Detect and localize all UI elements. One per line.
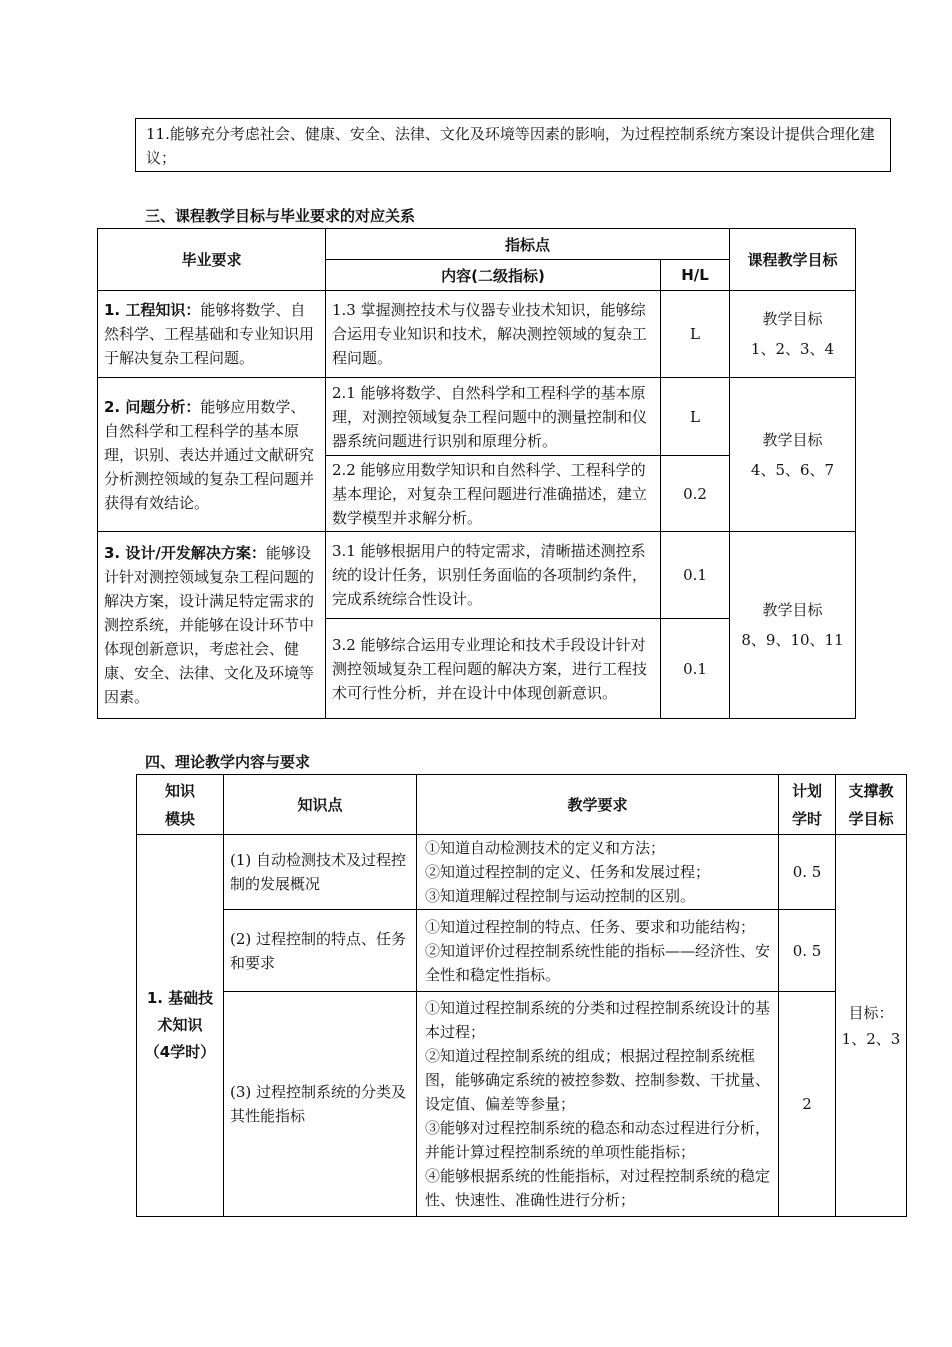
requirement-cell bbox=[98, 291, 326, 378]
header-goal bbox=[836, 775, 907, 835]
module-line3: （4学时） bbox=[144, 1043, 216, 1061]
header-module-line2: 模块 bbox=[164, 809, 195, 828]
requirement-line: ②知道过程控制的定义、任务和发展过程； bbox=[425, 863, 711, 881]
mapping-table bbox=[97, 228, 856, 719]
requirement-title: 1. 工程知识： bbox=[104, 301, 201, 319]
header-module bbox=[137, 775, 224, 835]
goal-line2: 1、2、3 bbox=[841, 1029, 901, 1048]
indicator-hl: 0.2 bbox=[661, 456, 730, 532]
requirement-cell bbox=[98, 378, 326, 532]
indicator-content: 1.3 掌握测控技术与仪器专业技术知识，能够综合运用专业知识和技术，解决测控领域的复杂工程问题。 bbox=[326, 291, 661, 378]
header-goal: 课程教学目标 bbox=[730, 229, 856, 291]
requirement-text: 能够将数学、自然科学、工程基础和专业知识用于解决复杂工程问题。 bbox=[104, 301, 315, 367]
table-row bbox=[98, 291, 856, 378]
goal-cell bbox=[730, 532, 856, 719]
requirement-line: ④能够根据系统的性能指标，对过程控制系统的稳定性、快速性、准确性进行分析； bbox=[425, 1167, 771, 1209]
table-row bbox=[98, 378, 856, 456]
requirement-line: ①知道自动检测技术的定义和方法； bbox=[425, 839, 666, 857]
goal-cell bbox=[730, 378, 856, 532]
goal-cell bbox=[730, 291, 856, 378]
knowledge-point: (3) 过程控制系统的分类及其性能指标 bbox=[224, 992, 417, 1217]
requirement-line: ③知道理解过程控制与运动控制的区别。 bbox=[425, 887, 696, 905]
goal-items: 4、5、6、7 bbox=[750, 460, 835, 479]
header-hl: H/L bbox=[661, 260, 730, 291]
module-cell bbox=[137, 835, 224, 1217]
indicator-content: 3.2 能够综合运用专业理论和技术手段设计针对测控领域复杂工程问题的解决方案，进行工程技术可行性分析，并在设计中体现创新意识。 bbox=[326, 619, 661, 719]
goal-label: 教学目标 bbox=[762, 601, 823, 619]
goal-line1: 目标： bbox=[848, 1003, 894, 1022]
requirement-line: ①知道过程控制的特点、任务、要求和功能结构； bbox=[425, 917, 756, 936]
planned-hours: 0. 5 bbox=[779, 835, 836, 910]
requirement-line: ③能够对过程控制系统的稳态和动态过程进行分析，并能计算过程控制系统的单项性能指标； bbox=[425, 1119, 771, 1161]
module-line1: 1. 基础技 bbox=[146, 989, 214, 1007]
table-row bbox=[137, 910, 907, 992]
requirement-line: ②知道过程控制系统的组成；根据过程控制系统框图，能够确定系统的被控参数、控制参数、干扰量、设定值、偏差等参量； bbox=[425, 1047, 771, 1113]
requirement-item-11: 11.能够充分考虑社会、健康、安全、法律、文化及环境等因素的影响，为过程控制系统方案设计提供合理化建议； bbox=[135, 118, 891, 172]
section-4-title: 四、理论教学内容与要求 bbox=[145, 753, 311, 771]
goal-cell bbox=[836, 835, 907, 1217]
header-goal-line1: 支撑教 bbox=[848, 781, 894, 800]
goal-items: 8、9、10、11 bbox=[741, 631, 844, 649]
indicator-hl: 0.1 bbox=[661, 619, 730, 719]
goal-items: 1、2、3、4 bbox=[750, 340, 835, 358]
header-hours-line1: 计划 bbox=[791, 781, 822, 800]
requirement-cell bbox=[98, 532, 326, 719]
indicator-hl: 0.1 bbox=[661, 532, 730, 619]
header-hours-line2: 学时 bbox=[791, 809, 822, 828]
header-goal-line2: 学目标 bbox=[848, 809, 894, 828]
indicator-hl: L bbox=[661, 378, 730, 456]
indicator-content: 2.1 能够将数学、自然科学和工程科学的基本原理，对测控领域复杂工程问题中的测量控制和仪器系统问题进行识别和原理分析。 bbox=[326, 378, 661, 456]
planned-hours: 0. 5 bbox=[779, 910, 836, 992]
indicator-content: 3.1 能够根据用户的特定需求，清晰描述测控系统的设计任务，识别任务面临的各项制约条件，完成系统综合性设计。 bbox=[326, 532, 661, 619]
goal-label: 教学目标 bbox=[762, 430, 823, 449]
requirement-title: 3. 设计/开发解决方案： bbox=[104, 544, 266, 562]
goal-label: 教学目标 bbox=[762, 310, 823, 328]
table-row bbox=[98, 532, 856, 619]
indicator-content: 2.2 能够应用数学知识和自然科学、工程科学的基本理论，对复杂工程问题进行准确描述，建立数学模型并求解分析。 bbox=[326, 456, 661, 532]
header-hours bbox=[779, 775, 836, 835]
knowledge-point: (2) 过程控制的特点、任务和要求 bbox=[224, 910, 417, 992]
table-row bbox=[137, 992, 907, 1217]
section-3-title: 三、课程教学目标与毕业要求的对应关系 bbox=[145, 207, 416, 225]
table-row bbox=[137, 835, 907, 910]
requirement-title: 2. 问题分析： bbox=[104, 397, 201, 416]
header-point: 知识点 bbox=[224, 775, 417, 835]
requirement-text: 能够设计针对测控领域复杂工程问题的解决方案，设计满足特定需求的测控系统，并能够在设计环节中体现创新意识，考虑社会、健康、安全、法律、文化及环境等因素。 bbox=[104, 544, 315, 706]
header-indicator: 指标点 bbox=[326, 229, 730, 260]
header-requirement: 教学要求 bbox=[417, 775, 779, 835]
planned-hours: 2 bbox=[779, 992, 836, 1217]
teaching-requirements bbox=[417, 835, 779, 910]
teaching-requirements bbox=[417, 910, 779, 992]
content-table bbox=[136, 774, 907, 1217]
module-line2: 术知识 bbox=[157, 1016, 203, 1034]
requirement-line: ②知道评价过程控制系统性能的指标——经济性、安全性和稳定性指标。 bbox=[425, 941, 771, 984]
knowledge-point: (1) 自动检测技术及过程控制的发展概况 bbox=[224, 835, 417, 910]
requirement-text: 能够应用数学、自然科学和工程科学的基本原理，识别、表达并通过文献研究分析测控领域的复杂工程问题并获得有效结论。 bbox=[104, 397, 315, 512]
indicator-hl: L bbox=[661, 291, 730, 378]
header-content: 内容(二级指标) bbox=[326, 260, 661, 291]
header-requirement: 毕业要求 bbox=[98, 229, 326, 291]
teaching-requirements bbox=[417, 992, 779, 1217]
requirement-line: ①知道过程控制系统的分类和过程控制系统设计的基本过程； bbox=[425, 999, 771, 1041]
header-module-line1: 知识 bbox=[164, 781, 195, 800]
